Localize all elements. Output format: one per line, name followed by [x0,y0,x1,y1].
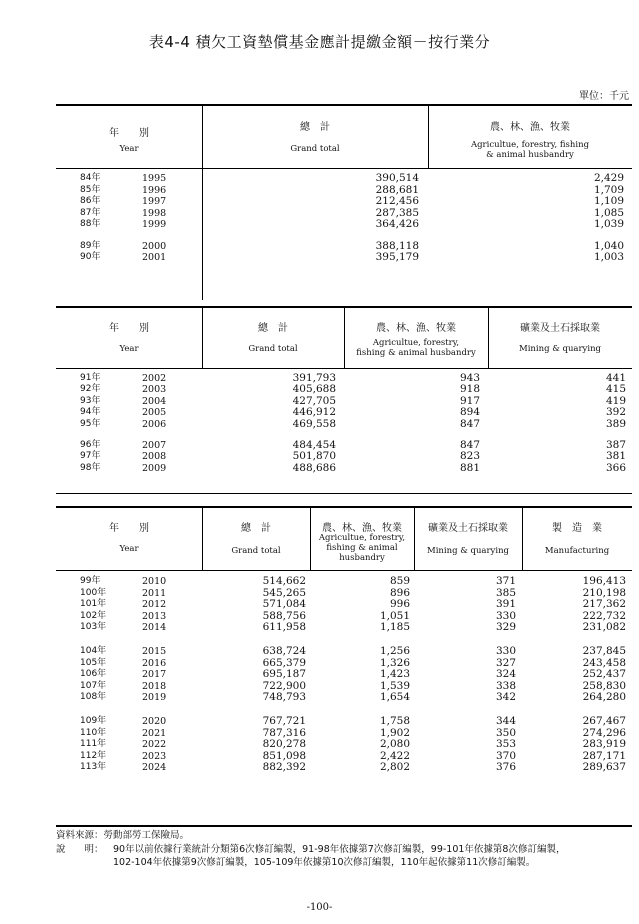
roc-year: 93年 [80,395,101,406]
agri-value: 823 [459,450,480,463]
gregorian-year: 2023 [142,750,167,762]
mining-value: 389 [605,417,626,430]
table-row [56,173,632,184]
total-value: 469,558 [292,417,336,430]
mining-value: 344 [495,715,516,727]
agri-value: 1,423 [379,668,410,681]
mfg-value: 264,280 [582,691,626,704]
roc-year: 95年 [80,418,101,429]
mining-value: 338 [495,679,516,692]
agri-value: 1,326 [379,656,410,669]
mining-header: 礦業及土石採取業 [520,323,600,334]
roc-year: 107年 [80,680,107,691]
table-row [56,692,632,703]
total-value: 395,179 [375,251,419,263]
note-label: 說 明： [56,844,104,855]
unit-label: 單位：千元 [579,91,629,102]
mfg-header: 製 造 業 [552,523,602,534]
total-value: 212,456 [375,195,419,207]
total-value: 695,187 [262,668,306,681]
table-row [56,611,632,622]
table-row [56,762,632,773]
roc-year: 84年 [80,173,101,183]
gregorian-year: 2002 [142,373,167,384]
table-row [56,451,632,462]
mining-header-en: Mining & quarying [427,546,509,556]
gregorian-year: 2021 [142,727,167,739]
table-row [56,463,632,474]
agri-value: 1,085 [593,206,624,219]
mining-header-en: Mining & quarying [519,344,601,354]
roc-year: 112年 [80,750,107,761]
table-row [56,440,632,451]
total-value: 501,870 [292,450,336,463]
total-header-en: Grand total [290,144,340,154]
total-value: 488,686 [292,461,336,474]
table-row [56,241,632,252]
mining-value: 370 [495,749,516,762]
table-row [56,599,632,610]
gregorian-year: 2018 [142,680,167,692]
mfg-value: 274,296 [582,726,626,739]
total-value: 638,724 [262,645,306,657]
total-value: 287,385 [375,206,419,219]
agri-value: 2,802 [379,761,410,774]
mfg-value: 237,845 [582,645,626,657]
total-value: 484,454 [292,439,336,451]
table-row [56,252,632,263]
total-header-en: Grand total [231,546,281,556]
page-number: -100- [306,902,333,913]
total-header-en: Grand total [248,344,298,354]
mfg-value: 287,171 [582,749,626,762]
total-value: 588,756 [262,609,306,622]
table-row [56,681,632,692]
mining-value: 376 [495,761,516,774]
gregorian-year: 2008 [142,451,167,463]
agri-value: 1,758 [379,715,410,727]
mining-value: 415 [605,383,626,396]
total-value: 571,084 [262,598,306,611]
agri-value: 847 [459,439,480,451]
mining-value: 381 [605,450,626,463]
agri-header-en: Agricultue, forestry, fishing & animal husbandry [470,140,590,160]
year-header-en: Year [119,344,139,354]
gregorian-year: 2024 [142,762,167,774]
section-2-table [56,306,632,494]
agri-value: 1,109 [593,195,624,207]
mining-value: 419 [605,394,626,407]
total-value: 391,793 [292,372,336,384]
agri-value: 917 [459,394,480,407]
mfg-value: 267,467 [582,715,626,727]
roc-year: 90年 [80,252,101,262]
agri-value: 1,040 [593,239,624,252]
roc-year: 98年 [80,462,101,473]
gregorian-year: 1998 [142,207,167,219]
mining-value: 371 [495,575,516,587]
roc-year: 103年 [80,622,107,633]
agri-value: 943 [459,372,480,384]
table-row [56,185,632,196]
table-row [56,196,632,207]
table-row [56,716,632,727]
table-row [56,728,632,739]
mfg-value: 231,082 [582,621,626,634]
roc-year: 108年 [80,692,107,703]
year-header: 年 別 [109,128,149,139]
mfg-value: 196,413 [582,575,626,587]
gregorian-year: 2007 [142,440,167,451]
roc-year: 111年 [80,739,107,750]
mining-value: 324 [495,668,516,681]
gregorian-year: 2013 [142,610,167,622]
roc-year: 110年 [80,727,107,738]
total-header: 總 計 [300,122,330,133]
total-value: 427,705 [292,394,336,407]
mfg-header-en: Manufacturing [544,546,610,556]
total-value: 514,662 [262,575,306,587]
roc-year: 106年 [80,669,107,680]
agri-value: 1,654 [379,691,410,704]
agri-value: 918 [459,383,480,396]
mfg-value: 283,919 [582,738,626,751]
gregorian-year: 2006 [142,418,167,430]
mfg-value: 222,732 [582,609,626,622]
table-row [56,396,632,407]
roc-year: 105年 [80,657,107,668]
year-header-en: Year [119,144,139,154]
total-value: 722,900 [262,679,306,692]
note-line-2: 102-104年依據第9次修訂編製，105-109年依據第10次修訂編製，110年起依據第11次修訂編製。 [113,857,536,868]
table-row [56,419,632,430]
agri-value: 881 [459,461,480,474]
roc-year: 100年 [80,587,107,598]
gregorian-year: 2015 [142,646,167,657]
gregorian-year: 1996 [142,184,167,196]
agri-value: 2,429 [593,172,624,184]
section-3-table [56,506,632,826]
table-row [56,373,632,384]
roc-year: 85年 [80,184,101,195]
total-value: 611,958 [262,621,306,634]
table-row [56,384,632,395]
roc-year: 99年 [80,576,101,586]
agri-header-en: Agricultue, forestry, fishing & animal husbandry [318,533,406,563]
table-row [56,658,632,669]
year-header-en: Year [119,544,139,554]
gregorian-year: 2001 [142,252,167,263]
roc-year: 104年 [80,646,107,656]
page-title: 表4-4 積欠工資墊償基金應計提繳金額－按行業分 [148,33,491,51]
year-header: 年 別 [109,323,149,334]
roc-year: 113年 [80,762,107,773]
gregorian-year: 2014 [142,622,167,634]
gregorian-year: 2000 [142,240,167,252]
mining-header: 礦業及土石採取業 [428,523,508,534]
total-value: 665,379 [262,656,306,669]
gregorian-year: 2019 [142,692,167,704]
roc-year: 87年 [80,207,101,218]
gregorian-year: 2017 [142,669,167,681]
table-row [56,669,632,680]
agri-value: 996 [389,598,410,611]
total-value: 851,098 [262,749,306,762]
mfg-value: 243,458 [582,656,626,669]
roc-year: 89年 [80,240,101,251]
mining-value: 330 [495,609,516,622]
agri-value: 1,051 [379,609,410,622]
roc-year: 88年 [80,219,101,229]
agri-header: 農、林、漁、牧業 [490,122,570,133]
gregorian-year: 2004 [142,395,167,407]
total-value: 405,688 [292,383,336,396]
roc-year: 92年 [80,384,101,395]
roc-year: 91年 [80,373,101,383]
table-row [56,739,632,750]
total-value: 767,721 [262,715,306,727]
roc-year: 101年 [80,599,107,610]
table-row [56,208,632,219]
agri-header: 農、林、漁、牧業 [376,323,456,334]
total-value: 446,912 [292,406,336,419]
total-value: 748,793 [262,691,306,704]
mining-value: 366 [605,461,626,474]
agri-value: 1,539 [379,679,410,692]
mining-value: 327 [495,656,516,669]
gregorian-year: 2011 [142,587,167,599]
total-value: 390,514 [375,172,419,184]
agri-value: 847 [459,417,480,430]
section-1-table [56,104,632,300]
total-value: 787,316 [262,726,306,739]
total-value: 388,118 [375,239,419,252]
roc-year: 86年 [80,196,101,206]
agri-header: 農、林、漁、牧業 [322,523,402,534]
gregorian-year: 2020 [142,716,167,727]
gregorian-year: 2022 [142,739,167,751]
table-row [56,751,632,762]
mining-value: 387 [605,439,626,451]
gregorian-year: 2003 [142,384,167,396]
total-value: 364,426 [375,218,419,230]
mining-value: 441 [605,372,626,384]
agri-value: 896 [389,586,410,599]
total-header: 總 計 [258,323,288,334]
table-row [56,576,632,587]
mining-value: 353 [495,738,516,751]
table-row [56,646,632,657]
agri-value: 894 [459,406,480,419]
agri-value: 1,256 [379,645,410,657]
mfg-value: 289,637 [582,761,626,774]
gregorian-year: 2016 [142,657,167,669]
roc-year: 96年 [80,440,101,450]
mining-value: 385 [495,586,516,599]
mfg-value: 258,830 [582,679,626,692]
mfg-value: 210,198 [582,586,626,599]
mining-value: 329 [495,621,516,634]
table-row [56,588,632,599]
total-value: 820,278 [262,738,306,751]
roc-year: 109年 [80,716,107,726]
mining-value: 330 [495,645,516,657]
mining-value: 392 [605,406,626,419]
gregorian-year: 2009 [142,462,167,474]
agri-value: 859 [389,575,410,587]
gregorian-year: 2005 [142,407,167,419]
table-row [56,407,632,418]
total-header: 總 計 [241,523,271,534]
total-value: 288,681 [375,183,419,196]
agri-header-en: Agricultue, forestry, fishing & animal husbandry [356,338,476,358]
mining-value: 342 [495,691,516,704]
mfg-value: 252,437 [582,668,626,681]
roc-year: 102年 [80,610,107,621]
agri-value: 1,709 [593,183,624,196]
gregorian-year: 1999 [142,219,167,230]
roc-year: 94年 [80,407,101,418]
table-row [56,622,632,633]
agri-value: 1,039 [593,218,624,230]
agri-value: 2,080 [379,738,410,751]
table-row [56,219,632,230]
total-value: 545,265 [262,586,306,599]
gregorian-year: 2012 [142,599,167,611]
gregorian-year: 2010 [142,576,167,587]
total-value: 882,392 [262,761,306,774]
agri-value: 2,422 [379,749,410,762]
agri-value: 1,902 [379,726,410,739]
source-note: 資料來源：勞動部勞工保險局。 [56,830,190,841]
mining-value: 391 [495,598,516,611]
agri-value: 1,185 [379,621,410,634]
roc-year: 97年 [80,451,101,462]
year-header: 年 別 [109,523,149,534]
note-line-1: 90年以前依據行業統計分類第6次修訂編製，91-98年依據第7次修訂編製，99-101年依據第8次修訂編製， [113,844,566,855]
gregorian-year: 1995 [142,173,167,184]
agri-value: 1,003 [593,251,624,263]
mining-value: 350 [495,726,516,739]
gregorian-year: 1997 [142,196,167,207]
mfg-value: 217,362 [582,598,626,611]
